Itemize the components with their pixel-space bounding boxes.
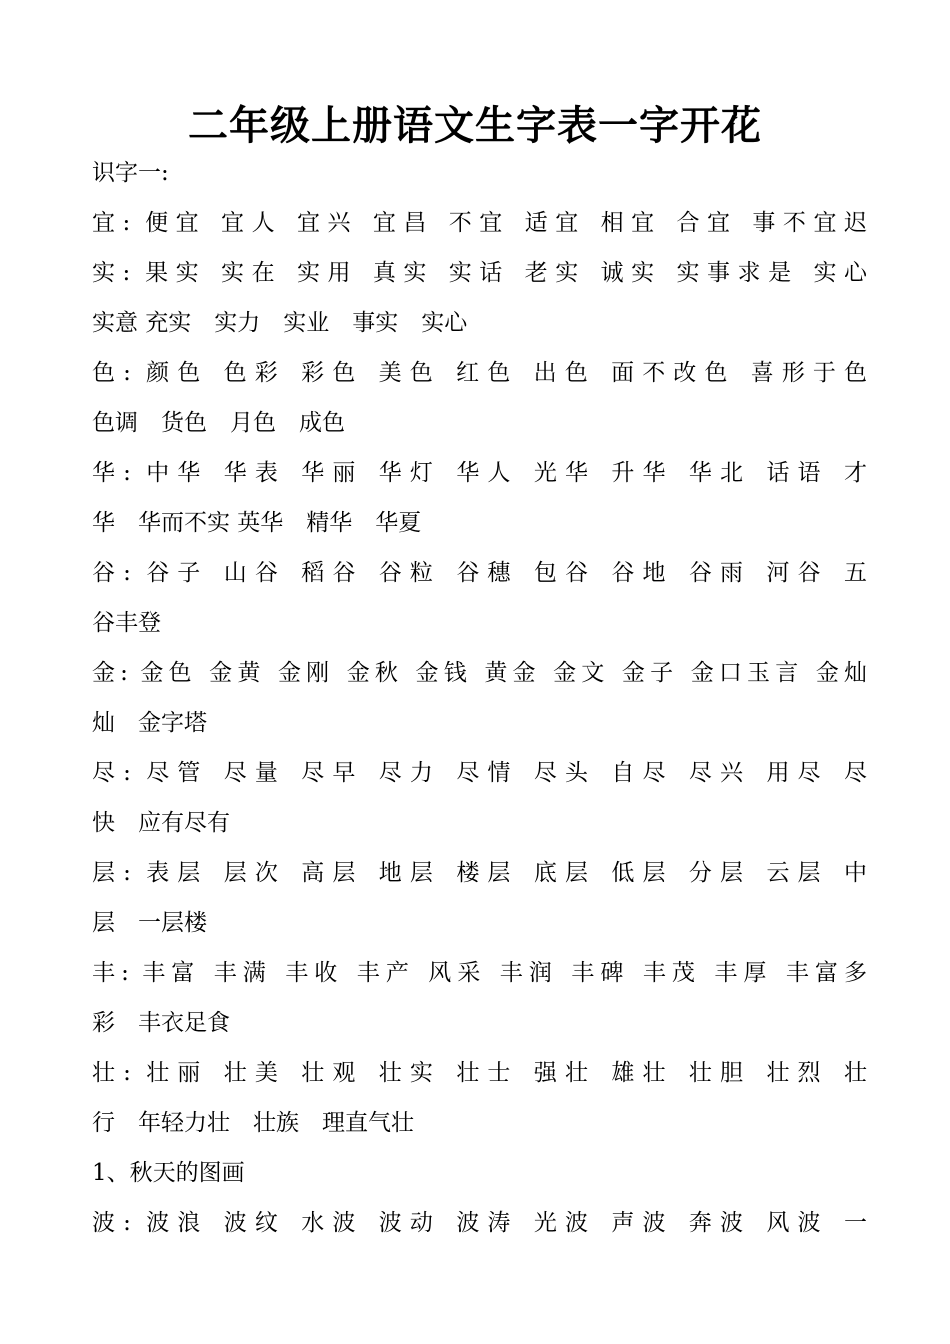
text-line: 色: 颜色 色彩 彩色 美色 红色 出色 面不改色 喜形于色 <box>92 360 867 386</box>
text-line: 宜: 便宜 宜人 宜兴 宜昌 不宜 适宜 相宜 合宜 事不宜迟 <box>92 210 867 236</box>
text-line: 谷丰登 <box>92 610 161 636</box>
page-title: 二年级上册语文生字表一字开花 <box>188 103 762 149</box>
text-line: 灿 金字塔 <box>92 710 207 736</box>
text-line: 彩 丰衣足食 <box>92 1010 230 1036</box>
text-line: 华: 中华 华表 华丽 华灯 华人 光华 升华 华北 话语 才 <box>92 460 867 486</box>
text-line: 壮: 壮丽 壮美 壮观 壮实 壮士 强壮 雄壮 壮胆 壮烈 壮 <box>92 1060 867 1086</box>
text-line: 实意 充实 实力 实业 事实 实心 <box>92 310 468 336</box>
text-line: 尽: 尽管 尽量 尽早 尽力 尽情 尽头 自尽 尽兴 用尽 尽 <box>92 760 867 786</box>
section-heading: 1、秋天的图画 <box>92 1160 245 1186</box>
text-line: 波: 波浪 波纹 水波 波动 波涛 光波 声波 奔波 风波 一 <box>92 1210 867 1236</box>
text-line: 层 一层楼 <box>92 910 207 936</box>
text-line: 识字一: <box>92 160 169 186</box>
text-line: 华 华而不实 英华 精华 华夏 <box>92 510 422 536</box>
text-line: 实: 果实 实在 实用 真实 实话 老实 诚实 实事求是 实心 <box>92 260 867 286</box>
text-line: 色调 货色 月色 成色 <box>92 410 345 436</box>
text-line: 谷: 谷子 山谷 稻谷 谷粒 谷穗 包谷 谷地 谷雨 河谷 五 <box>92 560 867 586</box>
text-line: 丰: 丰富 丰满 丰收 丰产 风采 丰润 丰碑 丰茂 丰厚 丰富多 <box>92 960 867 986</box>
text-line: 金: 金色 金黄 金刚 金秋 金钱 黄金 金文 金子 金口玉言 金灿 <box>92 660 867 686</box>
text-line: 层: 表层 层次 高层 地层 楼层 底层 低层 分层 云层 中 <box>92 860 867 886</box>
text-line: 快 应有尽有 <box>92 810 230 836</box>
text-line: 行 年轻力壮 壮族 理直气壮 <box>92 1110 414 1136</box>
